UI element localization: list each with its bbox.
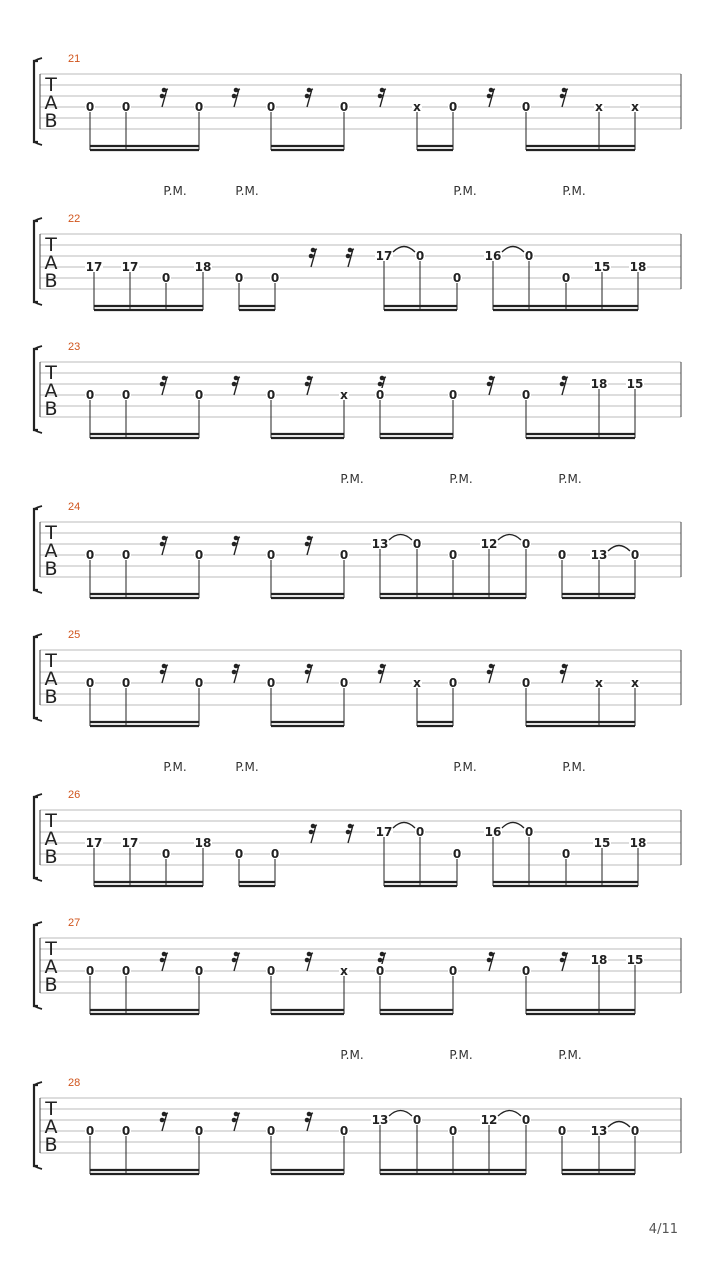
fret-number: 0 [521,964,531,978]
palm-mute-label: P.M. [235,184,259,198]
dead-note: x [631,100,639,114]
fret-number: 0 [266,1124,276,1138]
sixteenth-rest [160,664,168,683]
fret-number: 0 [561,271,571,285]
tab-clef-letter: T [45,522,57,544]
fret-number: 15 [593,836,611,850]
fret-number: 15 [626,953,644,967]
fret-number: 13 [590,1124,608,1138]
fret-number: 0 [266,548,276,562]
fret-number: 0 [448,548,458,562]
palm-mute-label: P.M. [558,472,582,486]
tab-clef-letter: A [44,828,58,850]
fret-number: 16 [484,825,502,839]
fret-number: 0 [121,548,131,562]
palm-mute-label: P.M. [562,760,586,774]
fret-number: 0 [161,847,171,861]
sixteenth-rest [560,664,568,683]
dead-note: x [340,388,348,402]
bracket-hook [34,794,42,881]
tab-clef-letter: B [44,110,58,132]
fret-number: 0 [415,249,425,263]
sixteenth-rest [232,88,240,107]
fret-number: 17 [375,825,393,839]
tab-clef-letter: A [44,956,58,978]
fret-number: 0 [521,1113,531,1127]
fret-number: 0 [85,100,95,114]
fret-number: 0 [448,388,458,402]
fret-number: 12 [480,1113,498,1127]
tab-clef-letter: A [44,92,58,114]
fret-number: 0 [521,537,531,551]
sixteenth-rest [487,664,495,683]
fret-number: 18 [194,836,212,850]
fret-number: 0 [270,847,280,861]
measure-number: 26 [68,789,81,801]
sixteenth-rest [378,664,386,683]
measure-number: 25 [68,629,81,641]
fret-number: 15 [626,377,644,391]
tab-clef-letter: T [45,362,57,384]
fret-number: 13 [371,1113,389,1127]
tab-clef-letter: B [44,1134,58,1156]
tab-clef-letter: B [44,270,58,292]
dead-note: x [595,100,603,114]
tab-clef-letter: T [45,810,57,832]
fret-number: 16 [484,249,502,263]
sixteenth-rest [232,536,240,555]
dead-note: x [340,964,348,978]
sixteenth-rest [232,952,240,971]
bracket-hook [34,1082,42,1169]
measure-number: 28 [68,1077,81,1089]
tab-clef-letter: T [45,74,57,96]
fret-number: 0 [452,847,462,861]
fret-number: 0 [448,1124,458,1138]
fret-number: 17 [121,836,139,850]
palm-mute-label: P.M. [453,760,477,774]
sixteenth-rest [232,664,240,683]
sixteenth-rest [309,824,317,843]
measure-number: 21 [68,53,81,65]
bracket-hook [34,634,42,721]
fret-number: 0 [557,1124,567,1138]
fret-number: 0 [270,271,280,285]
sixteenth-rest [305,1112,313,1131]
sixteenth-rest [305,952,313,971]
tab-clef-letter: B [44,974,58,996]
measure-number: 23 [68,341,81,353]
sixteenth-rest [160,952,168,971]
tab-system [34,917,681,1014]
bracket-hook [34,922,42,1009]
fret-number: 0 [85,388,95,402]
tab-clef-letter: T [45,234,57,256]
palm-mute-label: P.M. [558,1048,582,1062]
fret-number: 0 [339,548,349,562]
fret-number: 0 [121,964,131,978]
fret-number: 12 [480,537,498,551]
tab-clef-letter: A [44,668,58,690]
measure-number: 27 [68,917,81,929]
fret-number: 0 [194,964,204,978]
fret-number: 13 [371,537,389,551]
tie-arc [498,1111,521,1117]
tab-system [34,53,681,150]
fret-number: 15 [593,260,611,274]
palm-mute-label: P.M. [562,184,586,198]
tie-arc [608,546,630,552]
fret-number: 0 [339,100,349,114]
fret-number: 17 [375,249,393,263]
fret-number: 0 [339,676,349,690]
tie-arc [389,1111,412,1117]
page-number: 4/11 [648,1222,678,1237]
dead-note: x [413,676,421,690]
fret-number: 0 [266,676,276,690]
tab-clef-letter: T [45,938,57,960]
fret-number: 0 [194,100,204,114]
sixteenth-rest [487,952,495,971]
fret-number: 0 [448,964,458,978]
fret-number: 0 [630,1124,640,1138]
tab-clef-letter: B [44,398,58,420]
fret-number: 0 [630,548,640,562]
sixteenth-rest [309,248,317,267]
sixteenth-rest [232,1112,240,1131]
sixteenth-rest [160,536,168,555]
palm-mute-label: P.M. [449,1048,473,1062]
fret-number: 0 [194,548,204,562]
tab-clef-letter: T [45,1098,57,1120]
palm-mute-label: P.M. [340,472,364,486]
fret-number: 0 [521,676,531,690]
tab-system [34,184,681,310]
tab-system [34,341,681,438]
sixteenth-rest [487,376,495,395]
palm-mute-label: P.M. [340,1048,364,1062]
fret-number: 18 [629,836,647,850]
fret-number: 17 [85,836,103,850]
tab-clef-letter: A [44,540,58,562]
fret-number: 0 [194,388,204,402]
sixteenth-rest [160,376,168,395]
sixteenth-rest [160,88,168,107]
fret-number: 0 [85,548,95,562]
measure-number: 22 [68,213,81,225]
sixteenth-rest [305,88,313,107]
tie-arc [393,823,415,829]
fret-number: 0 [266,100,276,114]
tab-clef-letter: A [44,1116,58,1138]
fret-number: 0 [524,249,534,263]
fret-number: 0 [375,964,385,978]
fret-number: 0 [339,1124,349,1138]
fret-number: 0 [412,1113,422,1127]
palm-mute-label: P.M. [163,184,187,198]
fret-number: 0 [266,388,276,402]
sixteenth-rest [560,952,568,971]
sixteenth-rest [305,536,313,555]
palm-mute-label: P.M. [163,760,187,774]
fret-number: 0 [121,388,131,402]
fret-number: 0 [375,388,385,402]
tab-clef-letter: B [44,686,58,708]
system-bracket [34,797,38,878]
fret-number: 0 [524,825,534,839]
system-bracket [34,637,38,718]
fret-number: 17 [85,260,103,274]
bracket-hook [34,346,42,433]
fret-number: 0 [234,271,244,285]
fret-number: 18 [590,377,608,391]
fret-number: 0 [121,676,131,690]
system-bracket [34,925,38,1006]
tab-clef-letter: T [45,650,57,672]
tab-system [34,1048,681,1174]
fret-number: 0 [121,100,131,114]
system-bracket [34,509,38,590]
tab-clef-letter: B [44,558,58,580]
fret-number: 0 [557,548,567,562]
fret-number: 0 [448,100,458,114]
fret-number: 18 [629,260,647,274]
tab-system [34,472,681,598]
tie-arc [498,535,521,541]
system-bracket [34,221,38,302]
bracket-hook [34,58,42,145]
measure-number: 24 [68,501,81,513]
sixteenth-rest [560,376,568,395]
sixteenth-rest [305,664,313,683]
fret-number: 0 [452,271,462,285]
fret-number: 0 [85,964,95,978]
tab-system [34,760,681,886]
dead-note: x [413,100,421,114]
sixteenth-rest [305,376,313,395]
bracket-hook [34,506,42,593]
fret-number: 0 [85,676,95,690]
tie-arc [502,247,524,253]
fret-number: 0 [266,964,276,978]
fret-number: 17 [121,260,139,274]
fret-number: 0 [85,1124,95,1138]
fret-number: 0 [521,388,531,402]
fret-number: 0 [121,1124,131,1138]
sixteenth-rest [487,88,495,107]
palm-mute-label: P.M. [235,760,259,774]
tie-arc [393,247,415,253]
fret-number: 0 [194,1124,204,1138]
fret-number: 0 [448,676,458,690]
system-bracket [34,61,38,142]
tie-arc [502,823,524,829]
bracket-hook [34,218,42,305]
tab-system [34,629,681,726]
tie-arc [389,535,412,541]
tab-clef-letter: A [44,380,58,402]
sixteenth-rest [378,88,386,107]
dead-note: x [631,676,639,690]
fret-number: 0 [234,847,244,861]
fret-number: 18 [590,953,608,967]
fret-number: 0 [561,847,571,861]
fret-number: 0 [415,825,425,839]
palm-mute-label: P.M. [453,184,477,198]
sixteenth-rest [346,824,354,843]
tab-clef-letter: B [44,846,58,868]
sixteenth-rest [560,88,568,107]
sixteenth-rest [232,376,240,395]
tab-clef-letter: A [44,252,58,274]
system-bracket [34,349,38,430]
fret-number: 0 [521,100,531,114]
fret-number: 0 [161,271,171,285]
fret-number: 13 [590,548,608,562]
sixteenth-rest [346,248,354,267]
sixteenth-rest [160,1112,168,1131]
system-bracket [34,1085,38,1166]
fret-number: 0 [194,676,204,690]
fret-number: 0 [412,537,422,551]
fret-number: 18 [194,260,212,274]
tie-arc [608,1122,630,1128]
dead-note: x [595,676,603,690]
palm-mute-label: P.M. [449,472,473,486]
